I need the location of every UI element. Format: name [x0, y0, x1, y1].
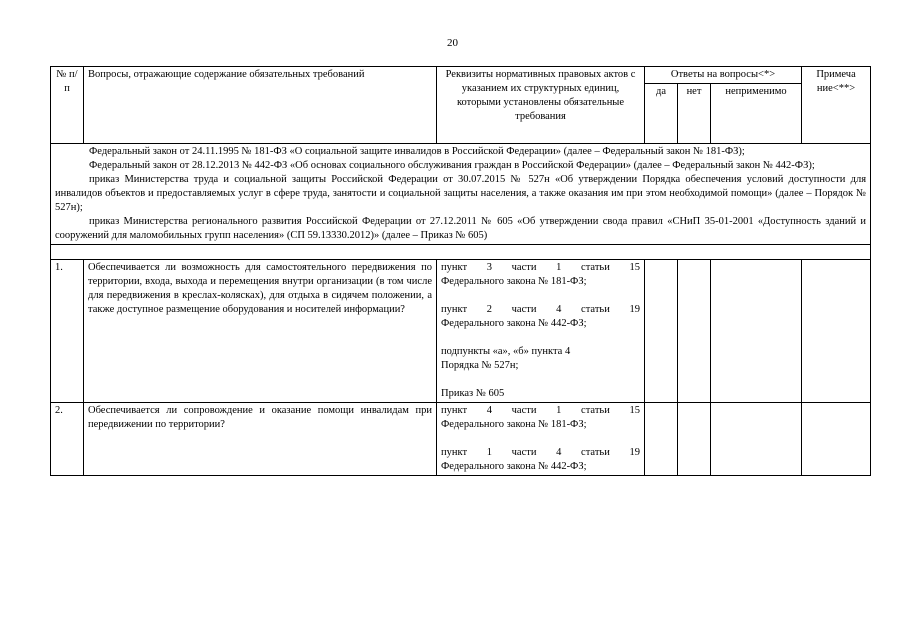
header-answers: Ответы на вопросы<*> — [645, 67, 802, 84]
row-number: 2. — [51, 403, 84, 476]
page-number: 20 — [447, 37, 458, 49]
row-references — [437, 260, 645, 403]
header-yes: да — [645, 84, 678, 144]
header-no: нет — [678, 84, 711, 144]
spacer-row — [51, 245, 871, 260]
reference-item: пункт 3 части 1 статьи 15 Федерального закона № 181-ФЗ; — [441, 262, 640, 287]
legal-basis-item: Федеральный закон от 28.12.2013 № 442-ФЗ «Об основах социального обслуживания граждан в Российской Федерации» (далее – Федеральный закон № 442-ФЗ); — [89, 160, 815, 171]
row-question: Обеспечивается ли сопровождение и оказание помощи инвалидам при передвижении по территории? — [84, 403, 437, 476]
header-requisites: Реквизиты нормативных правовых актов с указанием их структурных единиц, которыми установлены обязательные требования — [437, 67, 645, 144]
answer-no-cell[interactable] — [678, 403, 711, 476]
requirements-table — [50, 66, 871, 476]
note-cell[interactable] — [802, 260, 871, 403]
header-row — [51, 67, 871, 84]
answer-no-cell[interactable] — [678, 260, 711, 403]
reference-item: Приказ № 605 — [441, 388, 505, 399]
table-row — [51, 260, 871, 403]
header-num: № п/п — [51, 67, 84, 144]
reference-item: пункт 4 части 1 статьи 15 Федерального закона № 181-ФЗ; — [441, 405, 640, 430]
header-na: неприменимо — [711, 84, 802, 144]
note-cell[interactable] — [802, 403, 871, 476]
row-number: 1. — [51, 260, 84, 403]
table-row — [51, 403, 871, 476]
reference-item: пункт 1 части 4 статьи 19 Федерального закона № 442-ФЗ; — [441, 447, 640, 472]
legal-basis-item: приказ Министерства труда и социальной защиты Российской Федерации от 30.07.2015 № 527н «Об утверждении Порядка обеспечения условий доступности для инвалидов объектов и предоставляемых услуг в сфере труда, занятости и социальной защиты населения, а также оказания им при этом необходимой помощи» (далее – Порядок № 527н); — [55, 174, 867, 213]
header-questions: Вопросы, отражающие содержание обязательных требований — [84, 67, 437, 144]
reference-item: пункт 2 части 4 статьи 19 Федерального закона № 442-ФЗ; — [441, 304, 640, 329]
header-note: Примеча ние<**> — [802, 67, 871, 144]
reference-item: подпункты «а», «б» пункта 4 Порядка № 527н; — [441, 346, 571, 371]
answer-yes-cell[interactable] — [645, 260, 678, 403]
row-question: Обеспечивается ли возможность для самостоятельного передвижения по территории, входа, выхода и перемещения внутри организации (в том числе для передвижения в креслах-колясках), для отдыха в сидячем положении, а также доступное размещение оборудования и носителей информации? — [84, 260, 437, 403]
legal-basis-item: приказ Министерства регионального развития Российской Федерации от 27.12.2011 № 605 «Об утверждении свода правил «СНиП 35-01-2001 «Доступность зданий и сооружений для маломобильных групп населения» (СП 59.13330.2012)» (далее – Приказ № 605) — [55, 216, 867, 241]
legal-basis-row — [51, 144, 871, 245]
legal-basis-cell — [51, 144, 871, 245]
answer-yes-cell[interactable] — [645, 403, 678, 476]
answer-na-cell[interactable] — [711, 403, 802, 476]
legal-basis-item: Федеральный закон от 24.11.1995 № 181-ФЗ «О социальной защите инвалидов в Российской Федерации» (далее – Федеральный закон № 181-ФЗ); — [89, 146, 745, 157]
answer-na-cell[interactable] — [711, 260, 802, 403]
row-references — [437, 403, 645, 476]
